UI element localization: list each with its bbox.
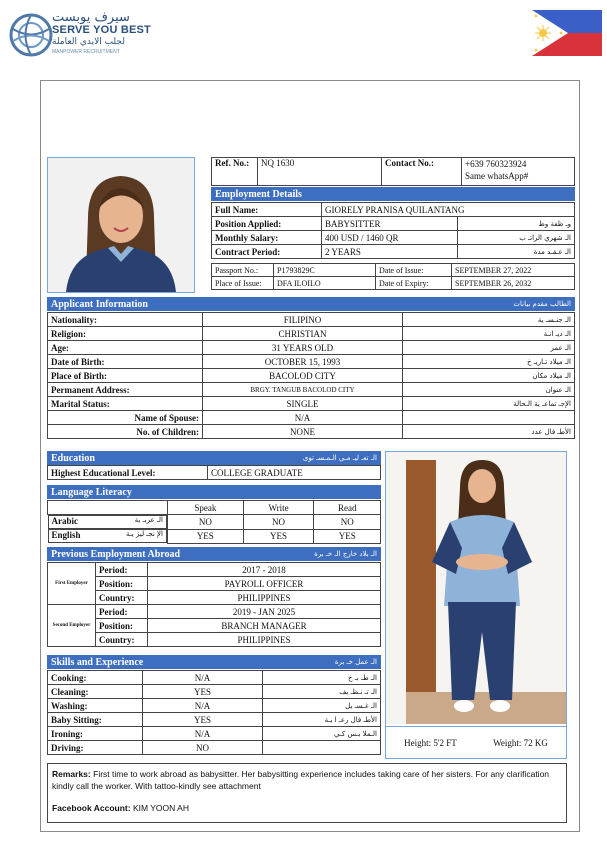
skill-arabic: الـ طـ بـ خ	[263, 671, 381, 685]
skill-row	[48, 685, 381, 699]
applicant-row-value: BRGY. TANGUB BACOLOD CITY	[203, 383, 403, 397]
skill-value: NO	[143, 741, 263, 755]
spouse-value: N/A	[203, 411, 403, 425]
language-write: YES	[243, 529, 314, 543]
applicant-row-arabic: الإجـ تماعـ ية الـحالة	[403, 397, 575, 411]
weight-info	[493, 738, 548, 748]
contract-arabic: الـ عـقـد مدة	[458, 245, 575, 259]
salary-label: Monthly Salary:	[212, 231, 322, 245]
language-name-cell	[48, 529, 168, 543]
height-label: Height:	[404, 737, 432, 748]
facebook-value: KIM YOON AH	[132, 803, 189, 813]
applicant-header-text: Applicant Information	[51, 298, 148, 310]
skill-label: Washing:	[48, 699, 143, 713]
language-row	[48, 515, 381, 530]
employer-row	[48, 619, 381, 633]
employer-row	[48, 577, 381, 591]
employer-field-value: PHILIPPINES	[148, 591, 381, 605]
biodata-sheet	[40, 80, 580, 832]
employer-tag: Second Employer	[48, 605, 96, 647]
children-value: NONE	[203, 425, 403, 439]
salary-value: 400 USD / 1460 QR	[322, 231, 458, 245]
applicant-row-value: BACOLOD CITY	[203, 369, 403, 383]
language-table	[47, 500, 381, 544]
passport-label: Passport No.:	[212, 264, 274, 277]
contact-label: Contact No.:	[382, 158, 462, 186]
education-label: Highest Educational Level:	[48, 466, 208, 480]
language-read: NO	[314, 515, 381, 530]
applicant-row-label: Marital Status:	[48, 397, 203, 411]
position-arabic: وـ ظفة وظ	[458, 217, 575, 231]
contract-label: Contract Period:	[212, 245, 322, 259]
expiry-label: Date of Expiry:	[376, 277, 452, 290]
language-read: YES	[314, 529, 381, 543]
applicant-row-arabic: الـ ميلاد تـاريـ خ	[403, 355, 575, 369]
employer-field-label: Period:	[96, 563, 148, 577]
issue-date-value: SEPTEMBER 27, 2022	[452, 264, 575, 277]
employer-field-value: 2017 - 2018	[148, 563, 381, 577]
employer-field-label: Country:	[96, 591, 148, 605]
applicant-row-label: Date of Birth:	[48, 355, 203, 369]
employer-row	[48, 605, 381, 619]
employer-tag: First Employer	[48, 563, 96, 605]
employment-details-table	[211, 202, 575, 259]
logo-english-sub: MANPOWER RECRUITMENT	[52, 49, 120, 55]
language-write: NO	[243, 515, 314, 530]
weight-label: Weight:	[493, 737, 522, 748]
employer-field-value: BRANCH MANAGER	[148, 619, 381, 633]
applicant-row-arabic: الـ جنـسـ ية	[403, 313, 575, 327]
contract-value: 2 YEARS	[322, 245, 458, 259]
position-label: Position Applied:	[212, 217, 322, 231]
logo-english-name: SERVE YOU BEST	[52, 24, 151, 36]
language-header-text: Language Literacy	[51, 486, 132, 498]
spouse-arabic	[403, 411, 575, 425]
skill-row	[48, 727, 381, 741]
col-write: Write	[243, 501, 314, 515]
language-row	[48, 529, 381, 543]
full-body-image	[386, 452, 566, 724]
children-arabic: الأطـ فال عدد	[403, 425, 575, 439]
remarks-label: Remarks:	[52, 769, 91, 779]
applicant-row-label: Place of Birth:	[48, 369, 203, 383]
skill-label: Cleaning:	[48, 685, 143, 699]
skills-header	[47, 655, 381, 669]
applicant-row	[48, 341, 575, 355]
contact-value	[462, 158, 575, 186]
skill-row	[48, 699, 381, 713]
skill-label: Cooking:	[48, 671, 143, 685]
employer-field-label: Position:	[96, 619, 148, 633]
height-info	[404, 738, 457, 748]
full-name-value: GIORELY PRANISA QUILANTANG	[322, 203, 575, 217]
remarks-text: First time to work abroad as babysitter. Her babysitting experience includes taking care of her sisters. For any clarification kindly call the worker. With tattoo-kindly see attachment	[52, 769, 550, 791]
language-name: Arabic	[51, 516, 78, 526]
employer-row	[48, 591, 381, 605]
applicant-row-value: FILIPINO	[203, 313, 403, 327]
applicant-header-arabic: الطالب مقدم بيانات	[513, 300, 571, 308]
applicant-row	[48, 313, 575, 327]
language-name-cell	[48, 515, 168, 529]
applicant-row	[48, 397, 575, 411]
body-measurements	[386, 726, 566, 758]
skill-row	[48, 741, 381, 755]
skill-label: Baby Sitting:	[48, 713, 143, 727]
employer-row	[48, 563, 381, 577]
skills-header-text: Skills and Experience	[51, 656, 144, 668]
skill-arabic: الـ تـ نـظـ يف	[263, 685, 381, 699]
education-header-text: Education	[51, 452, 95, 464]
employment-header-text: Employment Details	[215, 188, 302, 200]
applicant-row-label: Religion:	[48, 327, 203, 341]
skill-value: YES	[143, 685, 263, 699]
skill-row	[48, 671, 381, 685]
skill-label: Driving:	[48, 741, 143, 755]
globe-logo-icon	[8, 12, 54, 58]
previous-header-text: Previous Employment Abroad	[51, 548, 181, 560]
portrait-image	[48, 158, 194, 292]
language-name: English	[51, 530, 81, 540]
education-value: COLLEGE GRADUATE	[208, 466, 381, 480]
employer-field-label: Period:	[96, 605, 148, 619]
applicant-row-value: OCTOBER 15, 1993	[203, 355, 403, 369]
skill-arabic	[263, 741, 381, 755]
applicant-row-label: Age:	[48, 341, 203, 355]
language-name-arabic: الـ عربـ ية	[134, 516, 163, 524]
logo-arabic-sub: لجلب الايدي العاملة	[52, 37, 125, 47]
language-corner	[48, 501, 168, 515]
logo-arabic-name: سيرف يوبست	[52, 10, 130, 25]
full-name-label: Full Name:	[212, 203, 322, 217]
skills-table	[47, 670, 381, 755]
applicant-info-header	[47, 297, 575, 311]
skill-value: YES	[143, 713, 263, 727]
skill-value: N/A	[143, 727, 263, 741]
employer-field-value: PAYROLL OFFICER	[148, 577, 381, 591]
skill-arabic: الـ غـسـ يل	[263, 699, 381, 713]
employer-field-label: Country:	[96, 633, 148, 647]
expiry-value: SEPTEMBER 26, 2032	[452, 277, 575, 290]
skill-value: N/A	[143, 671, 263, 685]
ref-value: NQ 1630	[258, 158, 382, 186]
height-value: 5'2 FT	[433, 737, 457, 748]
philippine-flag-icon	[532, 10, 602, 56]
applicant-row-label: Nationality:	[48, 313, 203, 327]
full-body-photo	[385, 451, 567, 759]
passport-table	[211, 263, 575, 290]
applicant-row-arabic: الـ عنوان	[403, 383, 575, 397]
contact-note: Same whatsApp#	[465, 171, 529, 181]
skill-label: Ironing:	[48, 727, 143, 741]
remarks-paragraph	[52, 768, 562, 792]
skill-value: N/A	[143, 699, 263, 713]
education-header	[47, 451, 381, 465]
skill-arabic: الأطـ فال رعـ ا يـة	[263, 713, 381, 727]
previous-header-arabic: الـ بلاد خارج الـ خـ برة	[314, 550, 377, 558]
employer-field-value: PHILIPPINES	[148, 633, 381, 647]
applicant-row	[48, 327, 575, 341]
language-header	[47, 485, 381, 499]
salary-arabic: الـ شهري الراتـ ب	[458, 231, 575, 245]
employment-details-header	[211, 187, 575, 201]
education-table	[47, 465, 381, 480]
language-speak: YES	[168, 529, 244, 543]
spouse-label: Name of Spouse:	[48, 411, 203, 425]
applicant-row-arabic: الـ ميلاد مكان	[403, 369, 575, 383]
applicant-row-value: CHRISTIAN	[203, 327, 403, 341]
weight-value: 72 KG	[523, 737, 548, 748]
col-speak: Speak	[168, 501, 244, 515]
issue-place-value: DFA ILOILO	[274, 277, 376, 290]
skill-arabic: الـملا بـس كـي	[263, 727, 381, 741]
applicant-row	[48, 383, 575, 397]
issue-date-label: Date of Issue:	[376, 264, 452, 277]
applicant-row-arabic: الـ عمر	[403, 341, 575, 355]
applicant-row-arabic: الـ ديـ انـة	[403, 327, 575, 341]
education-header-arabic: الـ تعـ ليـ مـي الـمـسـ توى	[302, 454, 377, 462]
reference-table	[211, 157, 575, 186]
previous-employment-table	[47, 562, 381, 647]
facebook-label: Facebook Account:	[52, 803, 131, 813]
applicant-row	[48, 355, 575, 369]
previous-employment-header	[47, 547, 381, 561]
applicant-row-label: Permanent Address:	[48, 383, 203, 397]
applicant-row-value: 31 YEARS OLD	[203, 341, 403, 355]
remarks-box	[47, 763, 567, 823]
position-value: BABYSITTER	[322, 217, 458, 231]
skills-header-arabic: الـ عمل خـ برة	[334, 658, 377, 666]
portrait-photo	[47, 157, 195, 293]
applicant-row	[48, 369, 575, 383]
col-read: Read	[314, 501, 381, 515]
ref-label: Ref. No.:	[212, 158, 258, 186]
facebook-line	[52, 802, 562, 814]
contact-number: +639 760323924	[465, 159, 527, 169]
applicant-info-table	[47, 312, 575, 439]
skill-row	[48, 713, 381, 727]
children-label: No. of Children:	[48, 425, 203, 439]
employer-field-label: Position:	[96, 577, 148, 591]
language-speak: NO	[168, 515, 244, 530]
employer-row	[48, 633, 381, 647]
passport-value: P1793829C	[274, 264, 376, 277]
issue-place-label: Place of Issue:	[212, 277, 274, 290]
language-name-arabic: الإ نجـ ليز يـة	[126, 530, 163, 538]
employer-field-value: 2019 - JAN 2025	[148, 605, 381, 619]
applicant-row-value: SINGLE	[203, 397, 403, 411]
